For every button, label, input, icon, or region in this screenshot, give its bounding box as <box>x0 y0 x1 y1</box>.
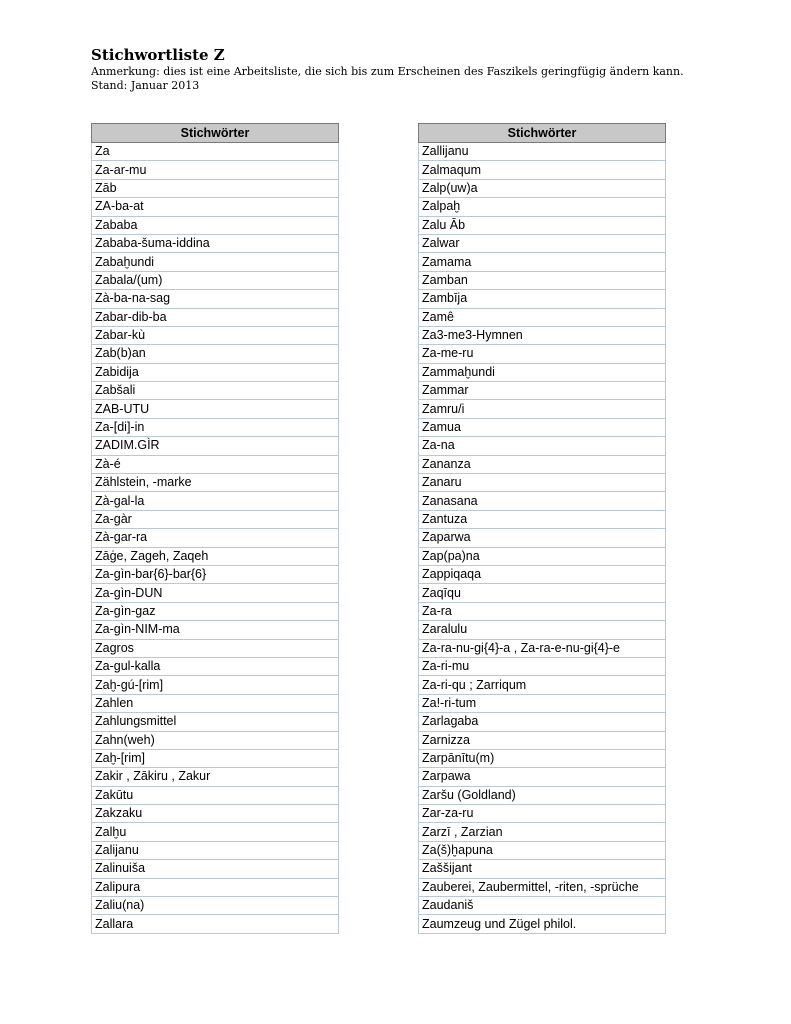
table-row <box>92 290 339 308</box>
keyword-cell: Zaqīqu <box>419 584 666 602</box>
keyword-cell: Zakzaku <box>92 805 339 823</box>
table-row <box>92 676 339 694</box>
column-header: Stichwörter <box>419 124 666 143</box>
table-row <box>92 510 339 528</box>
keyword-cell: ZAB-UTU <box>92 400 339 418</box>
table-row <box>92 841 339 859</box>
keyword-table-left <box>91 123 339 934</box>
table-row <box>419 143 666 161</box>
keyword-cell: Zarlagaba <box>419 713 666 731</box>
table-row <box>419 805 666 823</box>
keyword-cell: Zab(b)an <box>92 345 339 363</box>
table-row <box>419 216 666 234</box>
table-row <box>92 363 339 381</box>
table-row <box>419 897 666 915</box>
keyword-cell: Zakūtu <box>92 786 339 804</box>
keyword-cell: Za-na <box>419 437 666 455</box>
keyword-cell: Zalp(uw)a <box>419 179 666 197</box>
keyword-cell: Za-ri-qu ; Zarriqum <box>419 676 666 694</box>
keyword-cell: Zaḫ-[rim] <box>92 749 339 767</box>
keyword-cell: Za-ra <box>419 602 666 620</box>
table-row <box>92 657 339 675</box>
keyword-cell: Zananza <box>419 455 666 473</box>
keyword-cell: Zaliu(na) <box>92 897 339 915</box>
table-row <box>419 602 666 620</box>
table-row <box>419 345 666 363</box>
table-row <box>419 198 666 216</box>
keyword-cell: Zamban <box>419 271 666 289</box>
table-row <box>92 749 339 767</box>
keyword-cell: Zabala/(um) <box>92 271 339 289</box>
table-row <box>92 198 339 216</box>
keyword-cell: Zakir , Zākiru , Zakur <box>92 768 339 786</box>
keyword-cell: Zammaḫundi <box>419 363 666 381</box>
keyword-cell: Zamru/i <box>419 400 666 418</box>
keyword-cell: Zalwar <box>419 234 666 252</box>
table-row <box>419 639 666 657</box>
keyword-cell: Zahlungsmittel <box>92 713 339 731</box>
table-row <box>419 400 666 418</box>
keyword-cell: Zanasana <box>419 492 666 510</box>
table-row <box>419 492 666 510</box>
keyword-cell: Zāġe, Zageh, Zaqeh <box>92 547 339 565</box>
column-header: Stichwörter <box>92 124 339 143</box>
table-row <box>92 382 339 400</box>
table-row <box>92 565 339 583</box>
keyword-cell: Zalipura <box>92 878 339 896</box>
table-row <box>419 565 666 583</box>
table-row <box>92 492 339 510</box>
table-row <box>419 308 666 326</box>
table-row <box>419 455 666 473</box>
keyword-cell: Zarnizza <box>419 731 666 749</box>
keyword-cell: ZADIM.GÌR <box>92 437 339 455</box>
keyword-cell: Za-gìn-bar{6}-bar{6} <box>92 565 339 583</box>
table-row <box>92 455 339 473</box>
table-row <box>92 216 339 234</box>
table-row <box>419 694 666 712</box>
keyword-cell: Za-gàr <box>92 510 339 528</box>
table-row <box>419 253 666 271</box>
table-row <box>92 529 339 547</box>
table-row <box>419 860 666 878</box>
table-row <box>419 290 666 308</box>
table-row <box>92 234 339 252</box>
table-row <box>92 253 339 271</box>
table-row <box>92 768 339 786</box>
keyword-cell: Zabšali <box>92 382 339 400</box>
table-row <box>92 345 339 363</box>
table-row <box>419 621 666 639</box>
keyword-list-left <box>92 143 339 934</box>
table-row <box>419 179 666 197</box>
table-row <box>419 731 666 749</box>
table-row <box>92 694 339 712</box>
keyword-cell: Zammar <box>419 382 666 400</box>
keyword-cell: Za <box>92 143 339 161</box>
table-row <box>419 841 666 859</box>
table-row <box>419 878 666 896</box>
table-row <box>419 271 666 289</box>
keyword-cell: Zabar-kù <box>92 326 339 344</box>
table-row <box>419 510 666 528</box>
table-row <box>419 234 666 252</box>
table-row <box>92 547 339 565</box>
table-row <box>419 768 666 786</box>
table-row <box>419 584 666 602</box>
table-row <box>419 823 666 841</box>
table-row <box>92 860 339 878</box>
keyword-cell: Zauberei, Zaubermittel, -riten, -sprüche <box>419 878 666 896</box>
keyword-cell: Za-gìn-DUN <box>92 584 339 602</box>
keyword-cell: Zalḫu <box>92 823 339 841</box>
keyword-cell: Za-ar-mu <box>92 161 339 179</box>
keyword-cell: Zaumzeug und Zügel philol. <box>419 915 666 933</box>
keyword-cell: Zarpānītu(m) <box>419 749 666 767</box>
table-row <box>92 584 339 602</box>
keyword-cell: Zaššijant <box>419 860 666 878</box>
table-row <box>92 639 339 657</box>
table-row <box>419 547 666 565</box>
table-row <box>92 805 339 823</box>
keyword-cell: Zamê <box>419 308 666 326</box>
table-row <box>92 823 339 841</box>
table-row <box>419 786 666 804</box>
keyword-cell: Zap(pa)na <box>419 547 666 565</box>
keyword-cell: Zählstein, -marke <box>92 474 339 492</box>
keyword-cell: Zà-gar-ra <box>92 529 339 547</box>
table-row <box>419 657 666 675</box>
keyword-cell: ZA-ba-at <box>92 198 339 216</box>
keyword-cell: Zà-é <box>92 455 339 473</box>
table-row <box>92 915 339 933</box>
document-title: Stichwortliste Z <box>91 46 225 64</box>
keyword-cell: Zagros <box>92 639 339 657</box>
document-date: Stand: Januar 2013 <box>91 79 200 92</box>
keyword-cell: Za-ri-mu <box>419 657 666 675</box>
table-row <box>419 713 666 731</box>
keyword-cell: Zalinuiša <box>92 860 339 878</box>
table-row <box>92 418 339 436</box>
table-row <box>92 602 339 620</box>
table-row <box>92 731 339 749</box>
keyword-cell: Za-gìn-NIM-ma <box>92 621 339 639</box>
table-row <box>419 676 666 694</box>
keyword-cell: Zabar-dib-ba <box>92 308 339 326</box>
table-row <box>92 179 339 197</box>
keyword-cell: Zaudaniš <box>419 897 666 915</box>
keyword-cell: Zāb <box>92 179 339 197</box>
keyword-cell: Za-[di]-in <box>92 418 339 436</box>
keyword-cell: Za-gìn-gaz <box>92 602 339 620</box>
keyword-cell: Zabidija <box>92 363 339 381</box>
keyword-cell: Zallijanu <box>419 143 666 161</box>
keyword-cell: Za-me-ru <box>419 345 666 363</box>
table-row <box>92 308 339 326</box>
table-row <box>92 271 339 289</box>
keyword-cell: Zababa <box>92 216 339 234</box>
keyword-cell: Zaparwa <box>419 529 666 547</box>
keyword-cell: Zarpawa <box>419 768 666 786</box>
table-row <box>419 326 666 344</box>
table-row <box>92 878 339 896</box>
keyword-cell: Zambīja <box>419 290 666 308</box>
table-row <box>419 161 666 179</box>
document-note: Anmerkung: dies ist eine Arbeitsliste, die sich bis zum Erscheinen des Faszikels geringfügig ändern kann. <box>91 65 684 78</box>
keyword-cell: Za(š)ḫapuna <box>419 841 666 859</box>
keyword-cell: Zallara <box>92 915 339 933</box>
keyword-cell: Zalijanu <box>92 841 339 859</box>
table-row <box>419 382 666 400</box>
keyword-cell: Zaḫ-gú-[rim] <box>92 676 339 694</box>
table-row <box>419 418 666 436</box>
table-row <box>419 437 666 455</box>
keyword-cell: Zalpaḫ <box>419 198 666 216</box>
table-row <box>92 400 339 418</box>
table-row <box>92 897 339 915</box>
keyword-cell: Zahlen <box>92 694 339 712</box>
table-row <box>92 786 339 804</box>
keyword-cell: Zantuza <box>419 510 666 528</box>
table-row <box>92 161 339 179</box>
keyword-cell: Zahn(weh) <box>92 731 339 749</box>
keyword-cell: Zaralulu <box>419 621 666 639</box>
table-row <box>92 474 339 492</box>
keyword-cell: Zamama <box>419 253 666 271</box>
keyword-cell: Zalu Āb <box>419 216 666 234</box>
keyword-cell: Zarzī , Zarzian <box>419 823 666 841</box>
table-row <box>92 713 339 731</box>
keyword-cell: Zababa-šuma-iddina <box>92 234 339 252</box>
keyword-cell: Za-gul-kalla <box>92 657 339 675</box>
document-header <box>91 45 731 93</box>
keyword-cell: Zanaru <box>419 474 666 492</box>
keyword-list-right <box>419 143 666 934</box>
keyword-cell: Za-ra-nu-gi{4}-a , Za-ra-e-nu-gi{4}-e <box>419 639 666 657</box>
keyword-cell: Za3-me3-Hymnen <box>419 326 666 344</box>
table-row <box>419 915 666 933</box>
table-row <box>92 326 339 344</box>
keyword-cell: Zabaḫundi <box>92 253 339 271</box>
table-row <box>92 437 339 455</box>
keyword-cell: Zalmaqum <box>419 161 666 179</box>
keyword-cell: Zappiqaqa <box>419 565 666 583</box>
keyword-cell: Zà-gal-la <box>92 492 339 510</box>
table-row <box>419 749 666 767</box>
keyword-cell: Za!-ri-tum <box>419 694 666 712</box>
keyword-table-right <box>418 123 666 934</box>
keyword-cell: Zar-za-ru <box>419 805 666 823</box>
keyword-cell: Zamua <box>419 418 666 436</box>
keyword-cell: Zaršu (Goldland) <box>419 786 666 804</box>
table-row <box>92 143 339 161</box>
table-row <box>419 529 666 547</box>
table-row <box>419 474 666 492</box>
keyword-cell: Zà-ba-na-sag <box>92 290 339 308</box>
table-row <box>419 363 666 381</box>
table-row <box>92 621 339 639</box>
